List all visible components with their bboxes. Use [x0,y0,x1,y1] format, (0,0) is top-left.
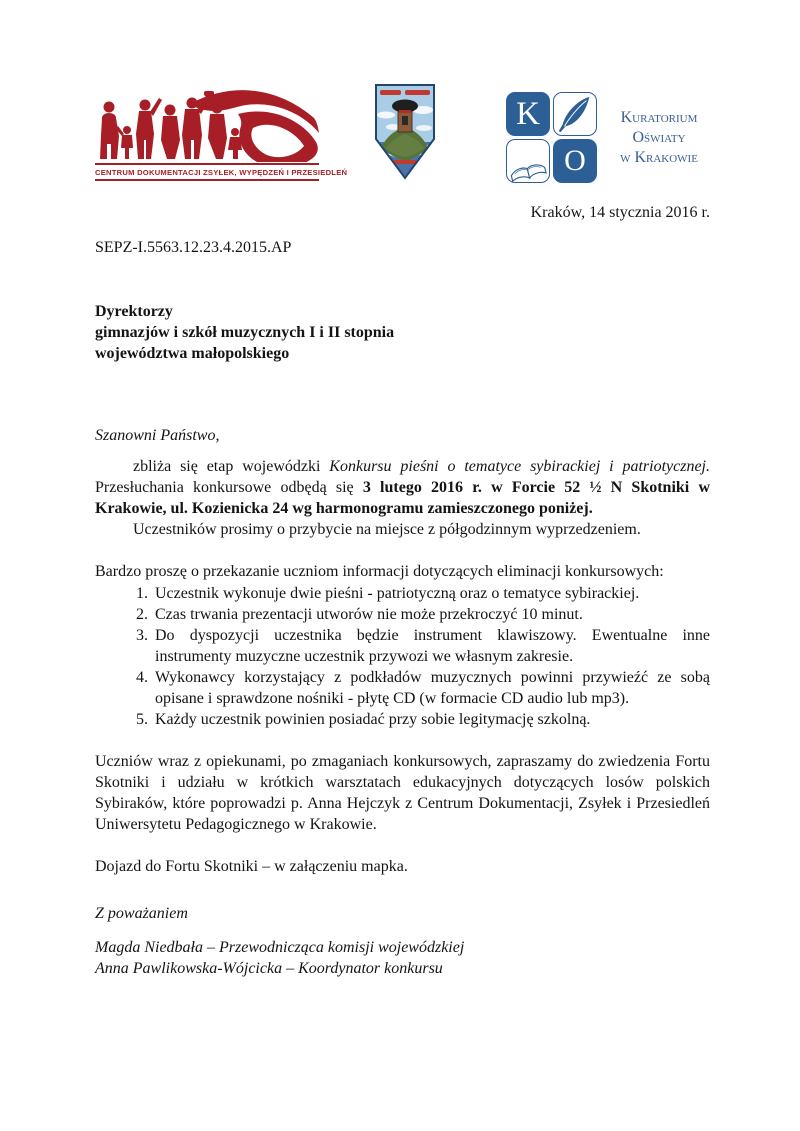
letter-k-tile: K [506,92,550,136]
refugees-silhouette-icon [95,90,319,162]
reference-number: SEPZ-I.5563.12.23.4.2015.AP [95,239,292,256]
addressee-block [95,301,710,364]
list-intro: Bardzo proszę o przekazanie uczniom informacji dotyczących eliminacji konkursowych: [95,563,664,580]
date-line: Kraków, 14 stycznia 2016 r. [530,204,710,221]
signature-block [95,937,710,979]
quill-icon [553,92,597,136]
ko-tiles [506,92,597,183]
list-item [152,604,710,625]
list-item [152,583,710,604]
list-item-text: Wykonawcy korzystający z podkładów muzycznych powinni przywieźć ze sobą opisane i sprawdzone nośniki - płytę CD (w formacie CD audio lub mp3). [155,669,710,707]
valediction: Z poważaniem [95,905,188,922]
p1-mid: Przesłuchania konkursowe odbędą się [95,479,363,496]
list-item-text: Każdy uczestnik powinien posiadać przy sobie legitymację szkolną. [155,711,591,728]
logo-centrum-caption: CENTRUM DOKUMENTACJI ZSYŁEK, WYPĘDZEŃ I PRZESIEDLEŃ [95,163,319,181]
salutation: Szanowni Państwo, [95,427,220,444]
paragraph-map-note: Dojazd do Fortu Skotniki – w załączeniu mapka. [95,858,408,875]
ko-wordmark [609,108,709,168]
letter-content [95,202,710,979]
addressee-line1: Dyrektorzy [95,303,173,320]
ko-text-line2: Oświaty [632,128,686,146]
p1-contest-name: Konkursu pieśni o tematyce sybirackiej i patriotycznej. [329,458,710,475]
list-item [152,709,710,730]
paragraph-workshops: Uczniów wraz z opiekunami, po zmaganiach konkursowych, zapraszamy do zwiedzenia Fortu Skotniki i udziału w krótkich warsztatach edukacyjnych dotyczących losów polskich Sybiraków, które poprowadzi p. Anna Hejczyk z Centrum Dokumentacji, Zsyłek i Przesiedleń Uniwersytetu Pedagogicznego w Krakowie. [95,753,710,833]
letter-o-tile: O [553,139,597,183]
logo-centrum-dokumentacji [95,90,348,181]
p1-lead: zbliża się etap wojewódzki [133,458,330,475]
list-item-text: Czas trwania prezentacji utworów nie może przekroczyć 10 minut. [155,606,583,623]
logo-kuratorium [506,92,709,183]
open-book-icon [506,139,550,183]
signature-line2: Anna Pawlikowska-Wójcicka – Koordynator konkursu [95,960,443,977]
rules-list [95,583,710,730]
signature-line1: Magda Niedbała – Przewodnicząca komisji wojewódzkiej [95,939,465,956]
list-item-text: Do dyspozycji uczestnika będzie instrument klawiszowy. Ewentualne inne instrumenty muzyczne uczestnik przywozi we własnym zakresie. [155,627,710,665]
addressee-line3: województwa małopolskiego [95,345,290,362]
list-item [152,625,710,667]
p1-event-details: 3 lutego 2016 r. w Forcie 52 ½ N Skotniki w Krakowie, ul. Kozienicka 24 wg harmonogramu zamieszczonego poniżej. [95,479,710,517]
school-crest-icon [372,82,438,182]
paragraph-announcement [95,456,710,519]
list-item [152,667,710,709]
list-item-text: Uczestnik wykonuje dwie pieśni - patriotyczną oraz o tematyce sybirackiej. [155,585,640,602]
ko-text-line3: w Krakowie [620,148,698,166]
addressee-line2: gimnazjów i szkół muzycznych I i II stopnia [95,324,395,341]
ko-text-line1: Kuratorium [620,108,698,126]
paragraph-arrival-note: Uczestników prosimy o przybycie na miejsce z półgodzinnym wyprzedzeniem. [133,521,641,538]
